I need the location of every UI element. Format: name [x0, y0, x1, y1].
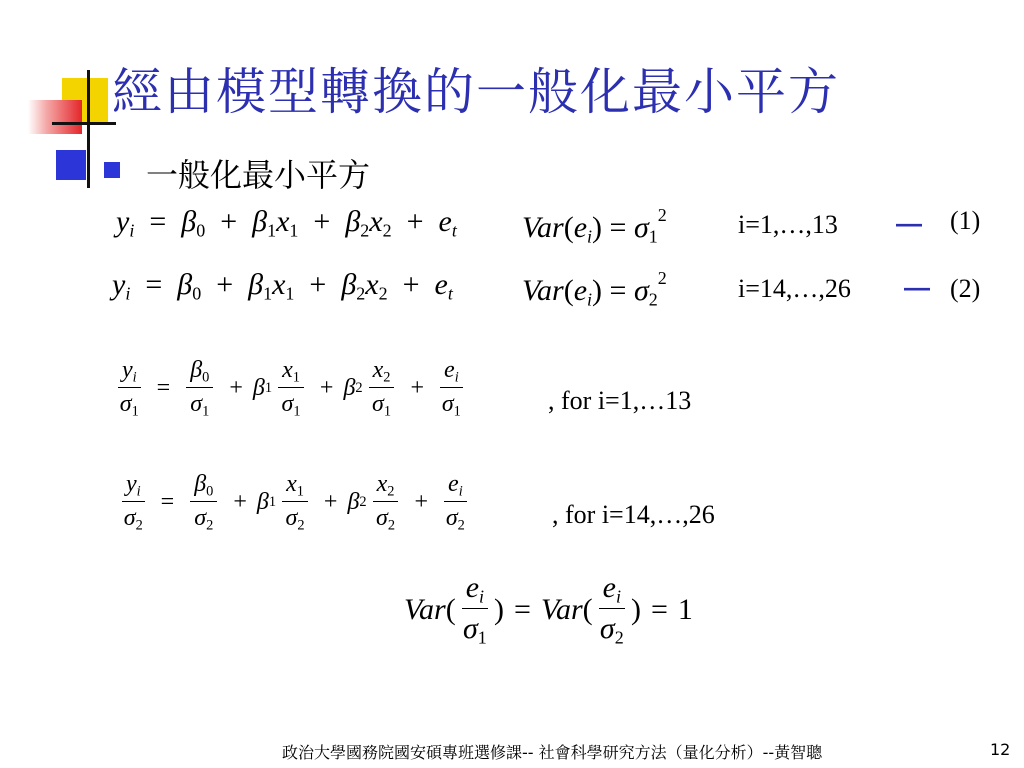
equation-1-variance: $Var(e_i) = \sigma_1^2$: [522, 205, 667, 247]
decor-horizontal-line: [52, 122, 116, 125]
slide-title: 經由模型轉換的一般化最小平方: [112, 63, 840, 121]
bullet-icon: [104, 162, 120, 178]
equation-3-condition: , for i=1,…13: [548, 386, 692, 415]
equation-5-variance-equality: Var ( $\frac{e_i}{\sigma_1}$ ) = Var ( $\frac{e_i}{\sigma_2}$ ) = 1: [404, 571, 693, 648]
decor-vertical-line: [87, 70, 90, 188]
equation-1-model: $y_i = \beta_0 + \beta_1x_1 + \beta_2x_2 + e_t$: [116, 205, 457, 241]
decor-blue-square: [56, 150, 86, 180]
equation-2-dash: —: [904, 272, 930, 302]
equation-4-condition: , for i=14,…,26: [552, 500, 715, 529]
equation-2-variance: $Var(e_i) = \sigma_2^2$: [522, 268, 667, 310]
page-number: 12: [990, 740, 1011, 759]
equation-1-dash: —: [896, 208, 922, 238]
equation-1-condition: i=1,…,13: [738, 210, 838, 239]
equation-4-transformed: $\frac{y_i}{\sigma_2}$ = $\frac{\beta_0}{\sigma_2}$ + β 1 $\frac{x_1}{\sigma_2}$ + β 2 $\frac{x_2}{\sigma_2}$ + $\frac{e_i}{\sigma_2}$: [123, 471, 465, 534]
equation-2-condition: i=14,…,26: [738, 274, 851, 303]
equation-1-label: (1): [950, 206, 981, 235]
equation-2-label: (2): [950, 274, 981, 303]
equation-3-transformed: $\frac{y_i}{\sigma_1}$ = $\frac{\beta_0}{\sigma_1}$ + β 1 $\frac{x_1}{\sigma_1}$ + β 2 $\frac{x_2}{\sigma_1}$ + $\frac{e_i}{\sigma_1}$: [119, 357, 461, 420]
equation-2-model: $y_i = \beta_0 + \beta_1x_1 + \beta_2x_2 + e_t$: [112, 268, 453, 304]
decor-red-square: [28, 100, 82, 134]
slide-footer: 政治大學國務院國安碩專班選修課-- 社會科學研究方法（量化分析）--黃智聰: [282, 743, 823, 762]
slide-subtitle: 一般化最小平方: [146, 156, 371, 194]
